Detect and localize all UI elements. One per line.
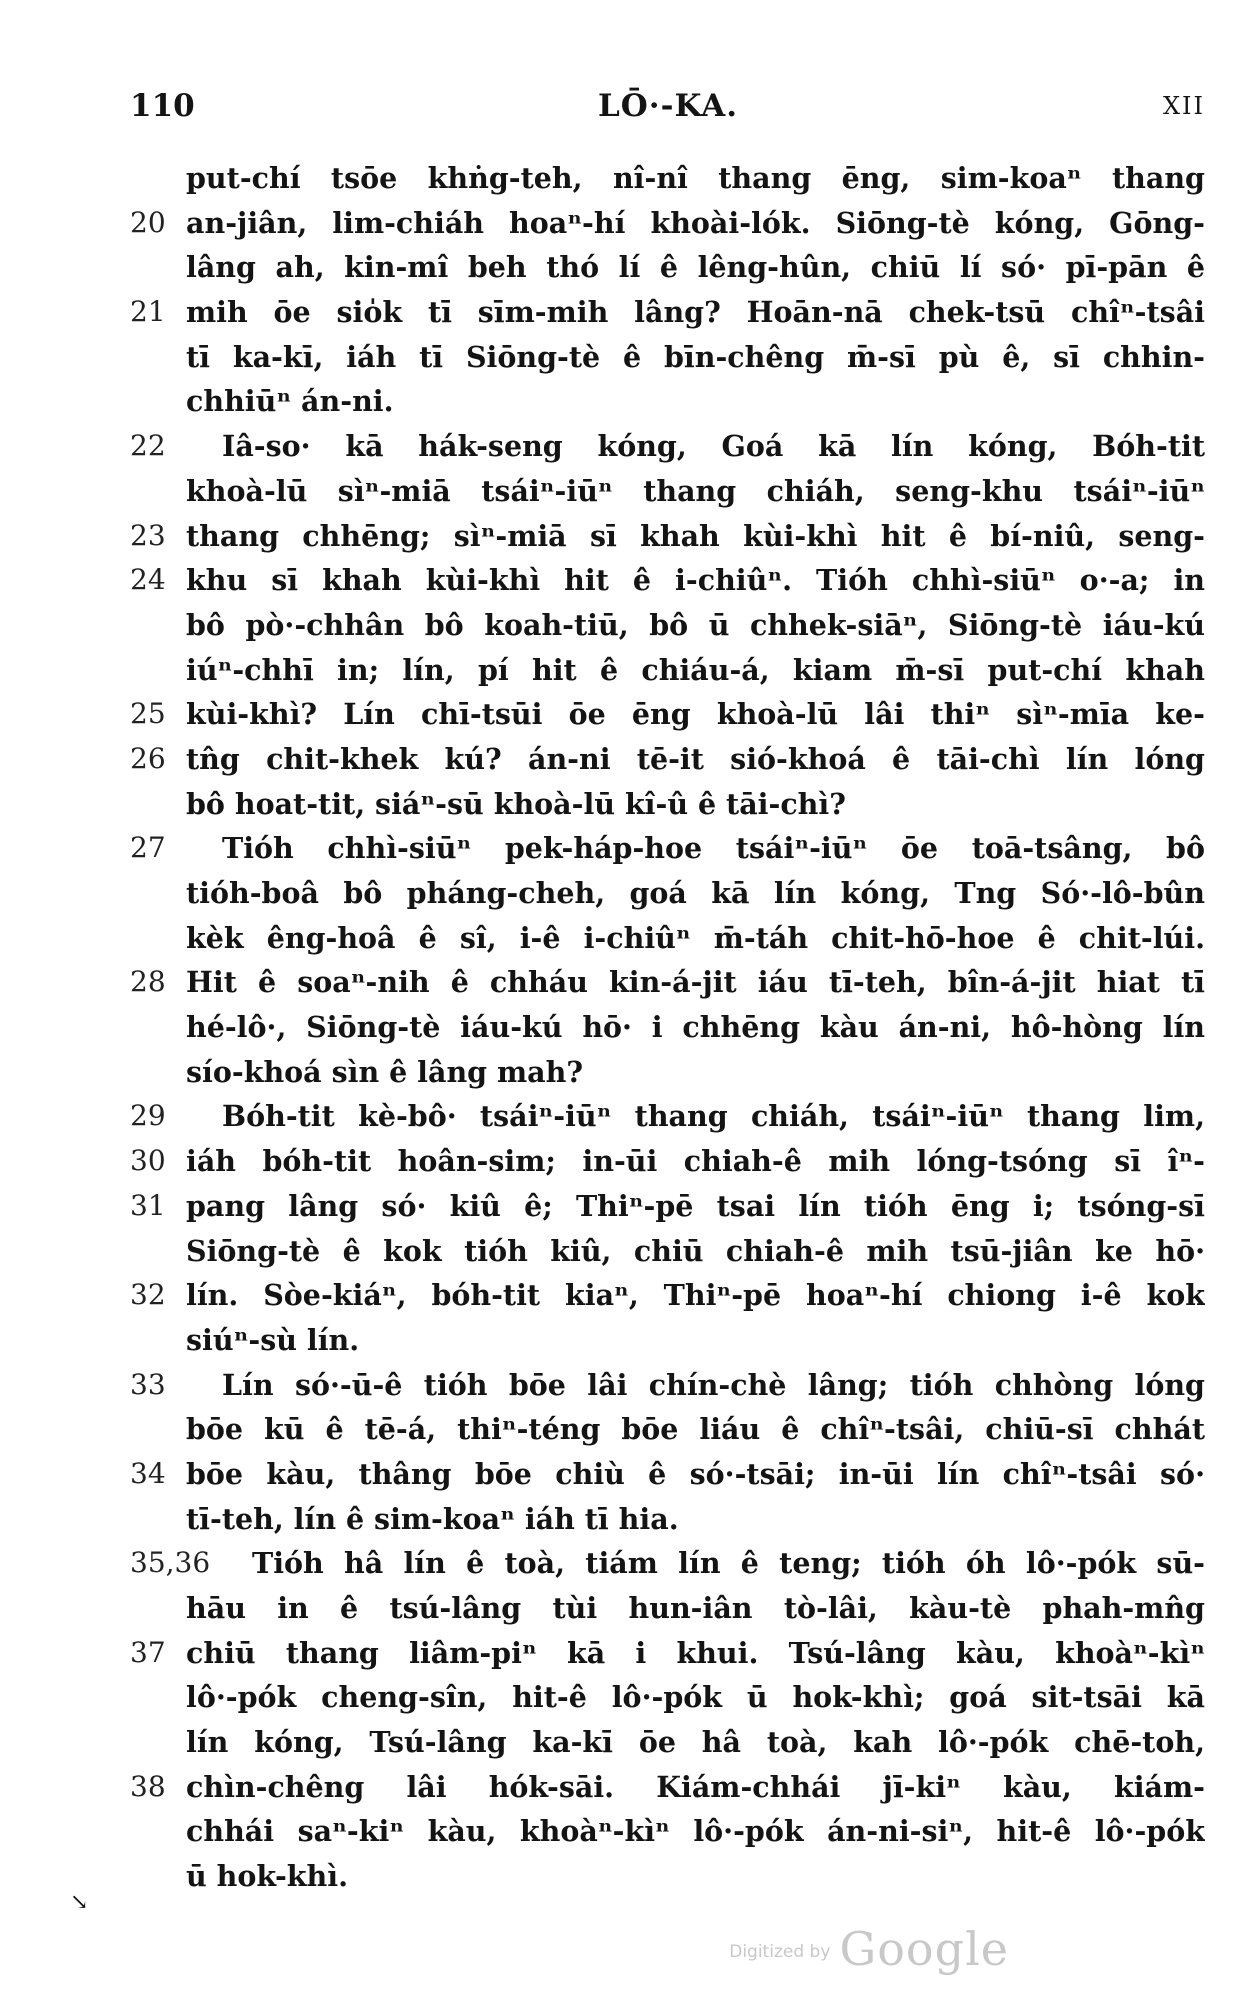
text-line xyxy=(130,1005,1205,1050)
line-text: Iâ-so· kā hák-seng kóng, Goá kā lín kóng, Bóh-tit xyxy=(222,429,1205,464)
text-line xyxy=(130,1407,1205,1452)
verse-number: 28 xyxy=(130,965,166,999)
verse-number: 35,36 xyxy=(130,1546,211,1580)
line-text: lín. Sòe-kiáⁿ, bóh-tit kiaⁿ, Thiⁿ-pē hoaⁿ-hí chiong i-ê kok xyxy=(186,1278,1205,1313)
verse-number: 30 xyxy=(130,1144,166,1178)
watermark-small-text: Digitized by xyxy=(729,1942,831,1962)
line-text: sío-khoá sìn ê lâng mah? xyxy=(186,1054,584,1089)
page-header xyxy=(130,88,1205,138)
line-text: bōe kū ê tē-á, thiⁿ-téng bōe liáu ê chîⁿ-tsâi, chiū-sī chhát xyxy=(186,1412,1205,1447)
text-line xyxy=(130,1452,1205,1497)
verse-number: 29 xyxy=(130,1099,166,1133)
verse-number: 24 xyxy=(130,563,166,597)
text-line xyxy=(130,916,1205,961)
line-text: khoà-lū sìⁿ-miā tsáiⁿ-iūⁿ thang chiáh, seng-khu tsáiⁿ-iūⁿ xyxy=(186,473,1205,508)
text-line xyxy=(130,1273,1205,1318)
verse-number: 20 xyxy=(130,205,166,239)
text-line xyxy=(130,335,1205,380)
text-line xyxy=(130,1675,1205,1720)
line-text: tn̂g chit-khek kú? án-ni tē-it sió-khoá ê tāi-chì lín lóng xyxy=(186,741,1205,776)
line-text: Tióh hâ lín ê toà, tiám lín ê teng; tióh óh lô·-pók sū- xyxy=(252,1546,1205,1581)
digitized-watermark xyxy=(729,1922,1009,1976)
text-line xyxy=(130,1184,1205,1229)
verse-number: 37 xyxy=(130,1635,166,1669)
verse-number: 34 xyxy=(130,1456,166,1490)
page-number: 110 xyxy=(130,88,195,124)
line-text: chhái saⁿ-kiⁿ kàu, khoàⁿ-kìⁿ lô·-pók án-ni-siⁿ, hit-ê lô·-pók xyxy=(186,1814,1205,1849)
text-line xyxy=(130,826,1205,871)
text-line xyxy=(130,514,1205,559)
verse-number: 31 xyxy=(130,1188,166,1222)
verse-number: 38 xyxy=(130,1769,166,1803)
line-text: thang chhēng; sìⁿ-miā sī khah kùi-khì hit ê bí-niû, seng- xyxy=(186,518,1205,553)
line-text: tióh-boâ bô pháng-cheh, goá kā lín kóng, Tng Só·-lô-bûn xyxy=(186,876,1205,910)
line-text: Tióh chhì-siūⁿ pek-háp-hoe tsáiⁿ-iūⁿ ōe toā-tsâng, bô xyxy=(222,831,1205,866)
text-line xyxy=(130,1586,1205,1631)
text-line xyxy=(130,871,1205,916)
line-text: kèk êng-hoâ ê sî, i-ê i-chiûⁿ m̄-táh chit-hō-hoe ê chit-lúi. xyxy=(186,920,1205,955)
line-text: siúⁿ-sù lín. xyxy=(186,1322,360,1357)
text-line xyxy=(130,1497,1205,1542)
line-text: tī ka-kī, iáh tī Siōng-tè ê bīn-chêng m̄-sī pù ê, sī chhin- xyxy=(186,339,1205,374)
text-line xyxy=(130,1854,1205,1899)
line-text: Siōng-tè ê kok tióh kiû, chiū chiah-ê mih tsū-jiân ke hō· xyxy=(186,1233,1205,1268)
line-text: lô·-pók cheng-sîn, hit-ê lô·-pók ū hok-khì; goá sit-tsāi kā xyxy=(186,1680,1205,1715)
text-line xyxy=(130,1229,1205,1274)
line-text: put-chí tsōe khṅg-teh, nî-nî thang ēng, sim-koaⁿ thang xyxy=(186,161,1205,195)
line-text: ū hok-khì. xyxy=(186,1859,349,1894)
line-text: lâng ah, kin-mî beh thó lí ê lêng-hûn, chiū lí só· pī-pān ê xyxy=(186,250,1205,285)
verse-number: 21 xyxy=(130,295,166,329)
verse-number: 26 xyxy=(130,741,166,775)
text-line xyxy=(130,1720,1205,1765)
verse-number: 27 xyxy=(130,831,166,865)
text-line xyxy=(130,648,1205,693)
line-text: tī-teh, lín ê sim-koaⁿ iáh tī hia. xyxy=(186,1501,679,1536)
line-text: mih ōe sio̍k tī sīm-mih lâng? Hoān-nā chek-tsū chîⁿ-tsâi xyxy=(186,295,1205,330)
text-line xyxy=(130,424,1205,469)
line-text: Hit ê soaⁿ-nih ê chháu kin-á-jit iáu tī-teh, bîn-á-jit hiat tī xyxy=(186,965,1205,1000)
verse-number: 32 xyxy=(130,1278,166,1312)
line-text: bô pò·-chhân bô koah-tiū, bô ū chhek-siāⁿ, Siōng-tè iáu-kú xyxy=(186,607,1205,642)
line-text: Bóh-tit kè-bô· tsáiⁿ-iūⁿ thang chiáh, tsáiⁿ-iūⁿ thang lim, xyxy=(222,1099,1205,1134)
text-line xyxy=(130,1809,1205,1854)
line-text: chiū thang liâm-piⁿ kā i khui. Tsú-lâng kàu, khoàⁿ-kìⁿ xyxy=(186,1635,1205,1670)
verse-number: 22 xyxy=(130,429,166,463)
line-text: Lín só·-ū-ê tióh bōe lâi chín-chè lâng; tióh chhòng lóng xyxy=(222,1367,1205,1402)
text-line xyxy=(130,1318,1205,1363)
line-text: bô hoat-tit, siáⁿ-sū khoà-lū kî-û ê tāi-chì? xyxy=(186,786,846,821)
text-line xyxy=(130,558,1205,603)
text-line xyxy=(130,603,1205,648)
text-line xyxy=(130,1541,1205,1586)
line-text: chhiūⁿ án-ni. xyxy=(186,384,394,419)
text-line xyxy=(130,1094,1205,1139)
text-line xyxy=(130,379,1205,424)
text-line xyxy=(130,469,1205,514)
text-line xyxy=(130,737,1205,782)
chapter-number: XII xyxy=(1162,92,1205,120)
text-line xyxy=(130,156,1205,201)
text-line xyxy=(130,290,1205,335)
line-text: bōe kàu, thâng bōe chiù ê só·-tsāi; in-ūi lín chîⁿ-tsâi só· xyxy=(186,1456,1205,1491)
line-text: hé-lô·, Siōng-tè iáu-kú hō· i chhēng kàu án-ni, hô-hòng lín xyxy=(186,1010,1205,1045)
line-text: iáh bóh-tit hoân-sim; in-ūi chiah-ê mih lóng-tsóng sī îⁿ- xyxy=(186,1144,1205,1179)
text-line xyxy=(130,960,1205,1005)
line-text: lín kóng, Tsú-lâng ka-kī ōe hâ toà, kah lô·-pók chē-toh, xyxy=(186,1725,1205,1760)
line-text: hāu in ê tsú-lâng tùi hun-iân tò-lâi, kàu-tè phah-mn̂g xyxy=(186,1591,1205,1625)
text-line xyxy=(130,1765,1205,1810)
text-line xyxy=(130,201,1205,246)
verse-number: 23 xyxy=(130,518,166,552)
text-line xyxy=(130,692,1205,737)
verse-number: 25 xyxy=(130,697,166,731)
line-text: iúⁿ-chhī in; lín, pí hit ê chiáu-á, kiam m̄-sī put-chí khah xyxy=(186,652,1205,687)
line-text: pang lâng só· kiû ê; Thiⁿ-pē tsai lín tióh ēng i; tsóng-sī xyxy=(186,1188,1205,1223)
text-line xyxy=(130,1363,1205,1408)
line-text: kùi-khì? Lín chī-tsūi ōe ēng khoà-lū lâi thiⁿ sìⁿ-mīa ke- xyxy=(186,697,1205,732)
line-text: an-jiân, lim-chiáh hoaⁿ-hí khoài-lók. Siōng-tè kóng, Gōng- xyxy=(186,205,1205,240)
text-line xyxy=(130,245,1205,290)
corner-mark: ↘ xyxy=(70,1890,89,1915)
text-line xyxy=(130,1139,1205,1184)
body-text xyxy=(130,156,1205,1899)
line-text: khu sī khah kùi-khì hit ê i-chiûⁿ. Tióh chhì-siūⁿ o·-a; in xyxy=(186,563,1205,598)
running-title: LŌ·-KA. xyxy=(598,88,738,124)
text-line xyxy=(130,1631,1205,1676)
text-line xyxy=(130,1050,1205,1095)
verse-number: 33 xyxy=(130,1367,166,1401)
watermark-logo-text: Google xyxy=(839,1922,1009,1976)
text-line xyxy=(130,782,1205,827)
line-text: chìn-chêng lâi hók-sāi. Kiám-chhái jī-kiⁿ kàu, kiám- xyxy=(186,1769,1205,1804)
